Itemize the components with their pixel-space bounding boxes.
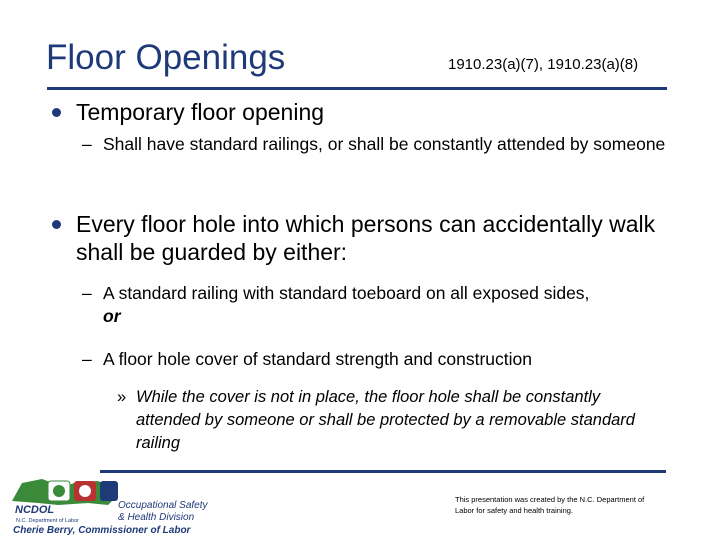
standard-reference: 1910.23(a)(7), 1910.23(a)(8) bbox=[448, 56, 639, 73]
footer-divider bbox=[100, 470, 666, 473]
sub-bullet-text bbox=[103, 282, 673, 328]
sub-bullet-body: A standard railing with standard toeboard on all exposed sides, bbox=[103, 283, 590, 303]
division-name bbox=[118, 500, 208, 524]
bullet-dot-icon bbox=[52, 108, 61, 117]
commissioner-signature: Cherie Berry, Commissioner of Labor bbox=[13, 525, 191, 536]
sub-bullet-text: Shall have standard railings, or shall be constantly attended by someone bbox=[103, 134, 666, 154]
ncdol-wordmark: NCDOL bbox=[15, 504, 55, 516]
title-divider bbox=[47, 87, 667, 90]
slide-title: Floor Openings bbox=[46, 38, 286, 77]
division-line-2: & Health Division bbox=[118, 512, 195, 523]
emphasis-or: or bbox=[103, 306, 121, 326]
footnote: This presentation was created by the N.C. Department of Labor for safety and health training. bbox=[455, 495, 645, 515]
dept-name: N.C. Department of Labor bbox=[16, 518, 79, 524]
bullet-dot-icon bbox=[52, 220, 61, 229]
dash-icon: – bbox=[82, 283, 92, 303]
sub-bullet-text: A floor hole cover of standard strength and construction bbox=[103, 349, 533, 369]
dash-icon: – bbox=[82, 349, 92, 369]
bullet-text: Temporary floor opening bbox=[76, 99, 325, 125]
detail-text: While the cover is not in place, the floor hole shall be constantly attended by someone or shall be protected by a removable standard railing bbox=[136, 388, 635, 452]
raquo-icon: » bbox=[117, 388, 127, 406]
dash-icon: – bbox=[82, 134, 92, 154]
division-line-1: Occupational Safety bbox=[118, 500, 208, 511]
bullet-text: Every floor hole into which persons can accidentally walk shall be guarded by either: bbox=[76, 211, 656, 265]
